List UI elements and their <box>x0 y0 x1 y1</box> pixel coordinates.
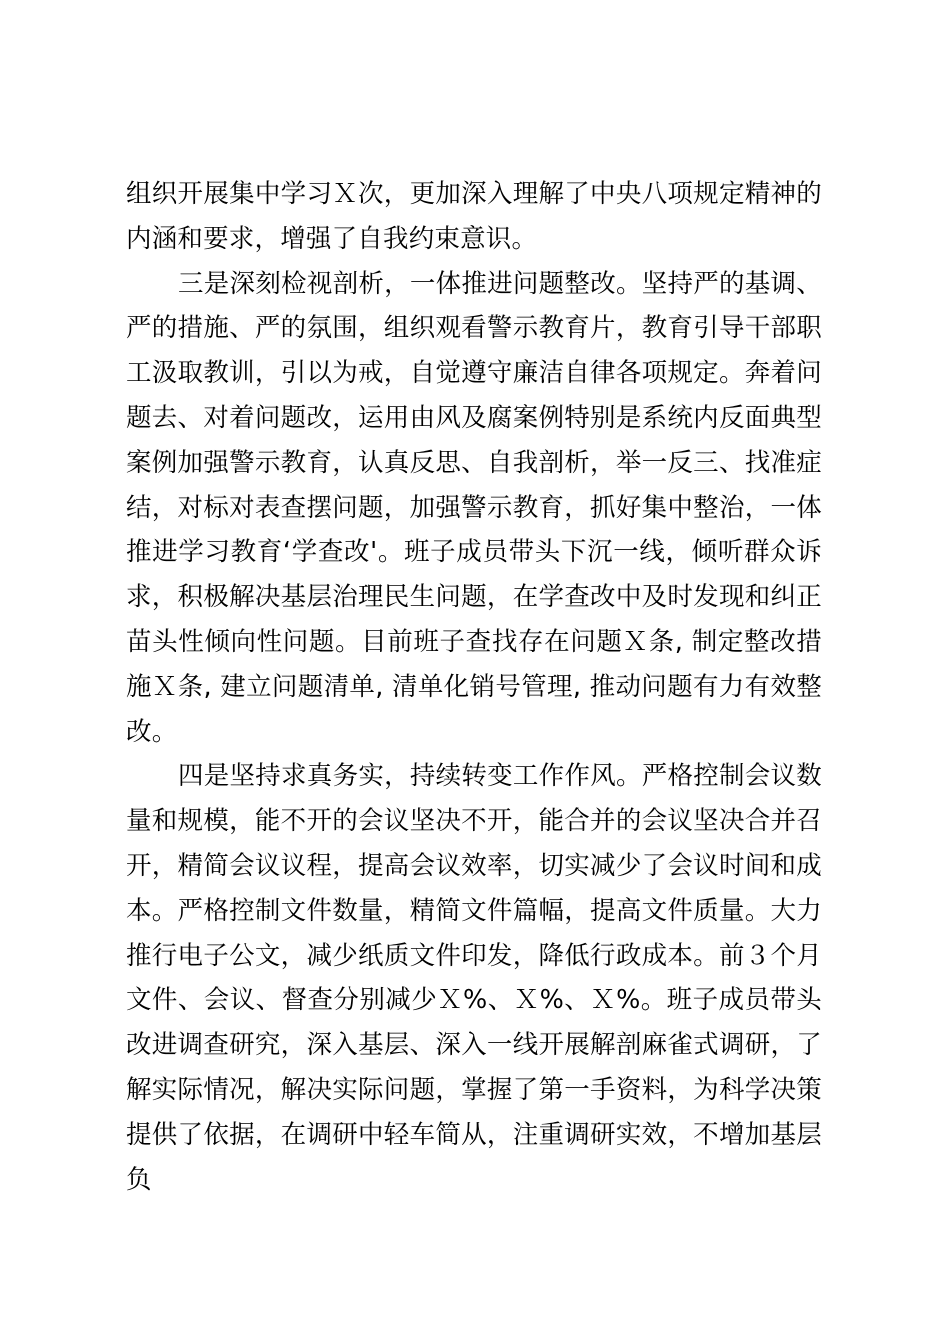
paragraph-continuation: 组织开展集中学习Ｘ次，更加深入理解了中央八项规定精神的内涵和要求，增强了自我约束意识。 <box>126 179 822 254</box>
paragraph-point-three: 三是深刻检视剖析，一体推进问题整改。坚持严的基调、严的措施、严的氛围，组织观看警示教育片，教育引导干部职工汲取教训，引以为戒，自觉遵守廉洁自律各项规定。奔着问题去、对着问题改，运用由风及腐案例特别是系统内反面典型案例加强警示教育，认真反思、自我剖析，举一反三、找准症结，对标对表查摆问题，加强警示教育，抓好集中整治，一体推进学习教育‘学查改'。班子成员带头下沉一线，倾听群众诉求，积极解决基层治理民生问题，在学查改中及时发现和纠正苗头性倾向性问题。目前班子查找存在问题Ｘ条, 制定整改措施Ｘ条, 建立问题清单, 清单化销号管理, 推动问题有力有效整改。 <box>126 268 822 747</box>
document-body <box>126 172 822 1202</box>
paragraph-point-four: 四是坚持求真务实，持续转变工作作风。严格控制会议数量和规模，能不开的会议坚决不开，能合并的会议坚决合并召开，精简会议议程，提高会议效率，切实减少了会议时间和成本。严格控制文件数量，精简文件篇幅，提高文件质量。大力推行电子公文，减少纸质文件印发，降低行政成本。前３个月文件、会议、督查分别减少Ｘ%、Ｘ%、Ｘ%。班子成员带头改进调查研究，深入基层、深入一线开展解剖麻雀式调研，了解实际情况，解决实际问题，掌握了第一手资料，为科学决策提供了依据，在调研中轻车简从，注重调研实效，不增加基层负 <box>126 761 822 1195</box>
